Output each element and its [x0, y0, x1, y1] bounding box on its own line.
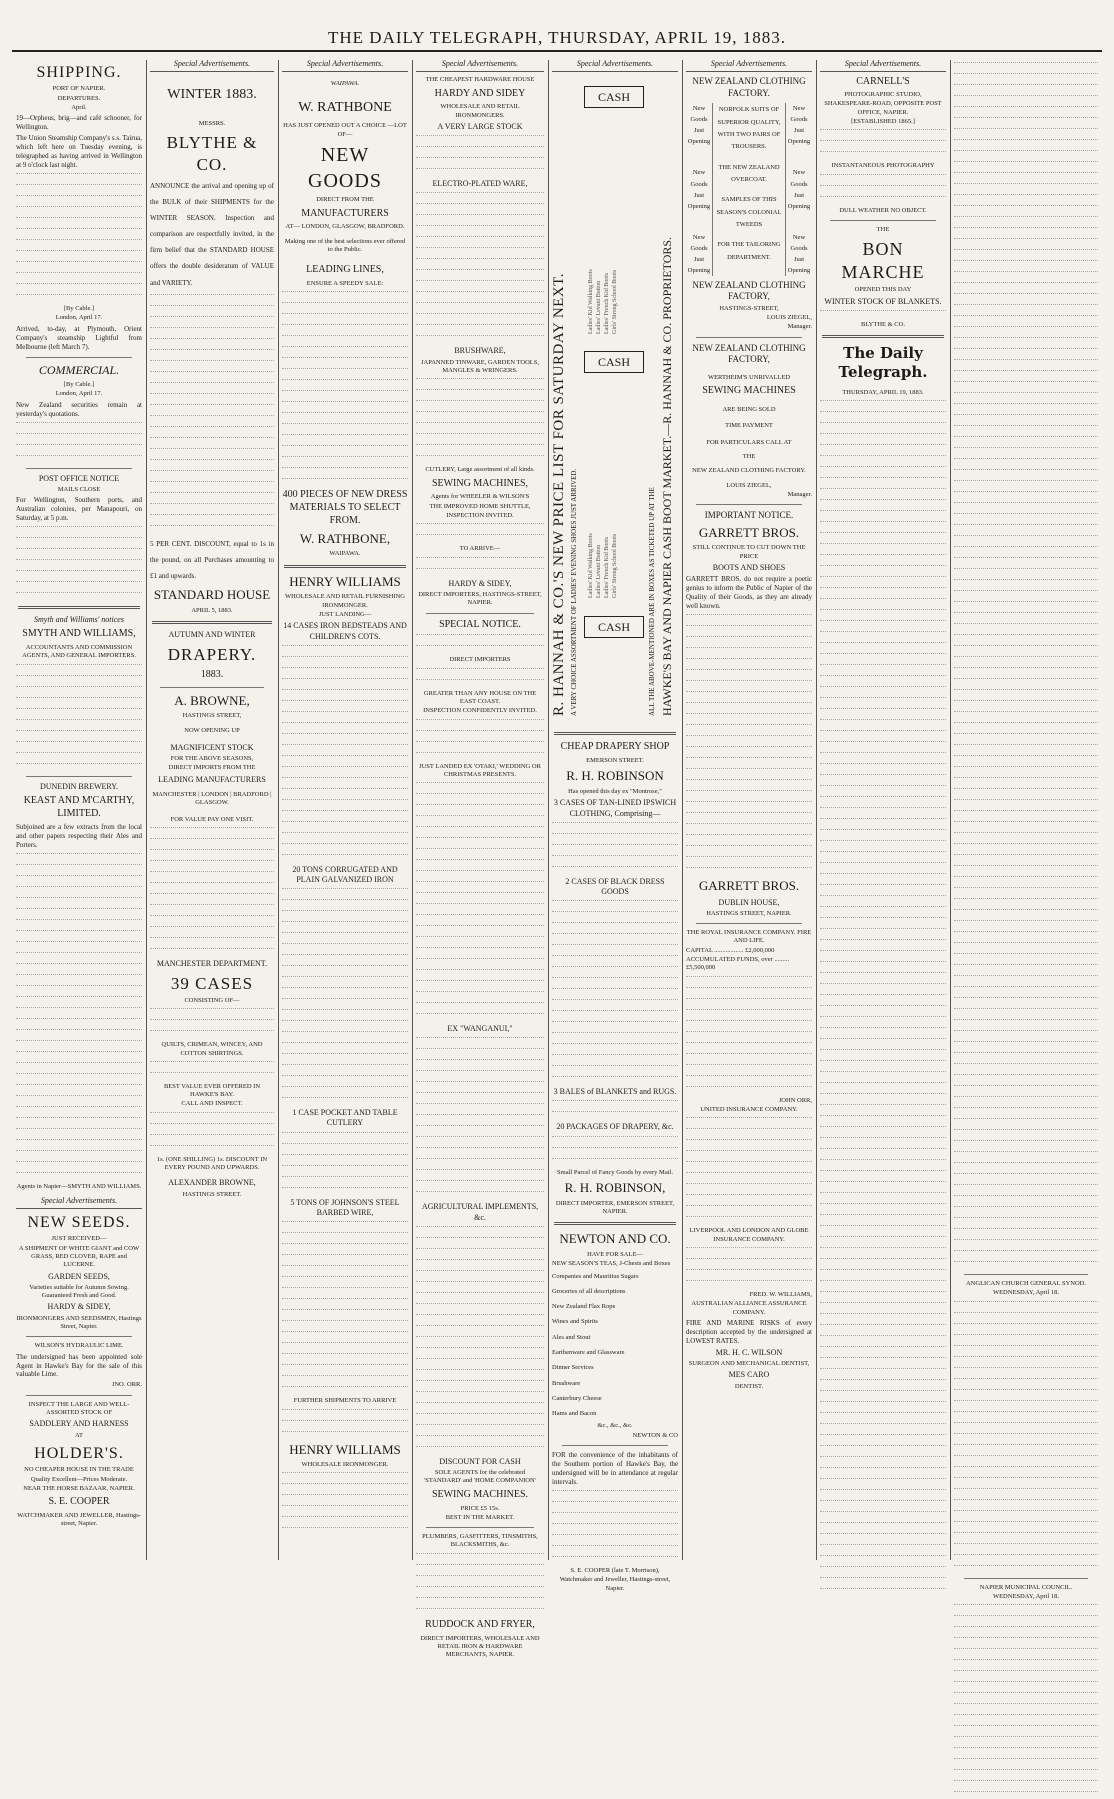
ensure-line: ENSURE A SPEEDY SALE:	[306, 280, 384, 288]
inspection-line: INSPECTION INVITED.	[446, 512, 514, 520]
blythe-text: ANNOUNCE the arrival and opening up of the BULK of their SHIPMENTS for the WINTER SEASON. Inspection and comparison are respectfully invited, in the firm belief that the STANDARD HOUSE offers the double desideratum of VALUE and VARIETY.	[150, 181, 274, 287]
side-labels: New Goods Just Opening New Goods Just Opening New Goods Just Opening	[787, 105, 811, 274]
body-text-block	[686, 976, 812, 1094]
body-text-block	[416, 1226, 544, 1454]
manager-line: Manager.	[787, 323, 812, 331]
body-text-block	[552, 822, 678, 874]
discount-cash: DISCOUNT FOR CASH	[439, 1456, 521, 1466]
ruddock-heading: RUDDOCK AND FRYER,	[425, 1618, 535, 1630]
news-text	[954, 1301, 1098, 1573]
shipping-entry: 19—Orpheus, brig—and café schooner, for Wellington.	[16, 114, 142, 132]
wilson-subtitle: SURGEON AND MECHANICAL DENTIST,	[688, 1359, 810, 1367]
body-text-block	[16, 526, 142, 600]
dress-line: 2 CASES OF BLACK DRESS GOODS	[565, 876, 665, 896]
blythe-heading: BLYTHE & CO.	[166, 133, 258, 175]
commercial-heading: COMMERCIAL.	[38, 362, 120, 377]
news-text	[954, 62, 1098, 1269]
electro-heading: ELECTRO-PLATED WARE,	[432, 179, 528, 189]
column-news	[950, 56, 1102, 1600]
newton-item: Canterbury Cheese	[552, 1394, 602, 1402]
body-text-block	[552, 1100, 678, 1119]
wilson-signature: JNO. ORR.	[111, 1381, 142, 1389]
cable-label: [By Cable.]	[63, 305, 95, 313]
special-ads-header: Special Advertisements.	[16, 1196, 142, 1209]
cities-line: MANCHESTER | LONDON | BRADFORD | GLASGOW.	[152, 790, 272, 807]
body-text-block	[282, 1132, 408, 1195]
newton-item: New Zealand Flax Rope	[552, 1303, 616, 1311]
teas-line: NEW SEASON'S TEAS, J-Chests and Boxes	[552, 1260, 671, 1268]
price-line: PRICE £5 15s.	[460, 1504, 500, 1512]
port-heading: PORT OF NAPIER.	[52, 85, 106, 93]
body-text-block	[150, 827, 274, 956]
body-text-block	[416, 782, 544, 1021]
body-text-block	[416, 668, 544, 687]
cable-text: New Zealand securities remain at yesterday's quotations.	[16, 400, 142, 418]
agricultural-line: AGRICULTURAL IMPLEMENTS, &c.	[421, 1202, 539, 1222]
body-text-block	[16, 853, 142, 1180]
etc-line: &c., &c., &c.	[597, 1422, 633, 1430]
newton-item: Dinner Services	[552, 1364, 594, 1372]
drapery-heading: DRAPERY.	[167, 645, 257, 665]
browne2-street: HASTINGS STREET.	[182, 1190, 242, 1198]
column-clothing-insurance	[682, 56, 816, 1562]
winter-stock: WINTER STOCK OF BLANKETS.	[824, 296, 942, 306]
messrs-line: MESSRS.	[198, 120, 226, 128]
council-date: WEDNESDAY, April 18.	[992, 1592, 1060, 1600]
price-line: Ladies' French Kid Boots	[604, 272, 610, 335]
newton2-signature: NEWTON & CO	[632, 1431, 678, 1439]
holders-heading: HOLDER'S.	[34, 1444, 124, 1462]
cooper-subtitle: Watchmaker and Jeweller, Hastings-street, Napier.	[559, 1576, 671, 1592]
cut-line: STILL CONTINUE TO CUT DOWN THE PRICE	[692, 544, 806, 560]
emerson-line: EMERSON STREET.	[586, 757, 644, 765]
the-line: THE	[742, 452, 756, 460]
carnell-heading: CARNELL'S	[856, 76, 910, 88]
smyth-subtitle: ACCOUNTANTS AND COMMISSION AGENTS, AND GENERAL IMPORTERS.	[22, 643, 136, 660]
newton-item: Groceries of all descriptions	[552, 1287, 626, 1295]
paper-title: The Daily Telegraph.	[838, 344, 928, 382]
nz-clothing2: NEW ZEALAND CLOTHING FACTORY,	[692, 279, 806, 302]
keast-text: Subjoined are a few extracts from the local and other papers respecting their Ales and Porters.	[16, 823, 142, 850]
cities-line: AT— LONDON, GLASGOW, BRADFORD.	[285, 223, 405, 231]
column-hannah-robinson	[548, 56, 682, 1592]
rathbone-heading: W. RATHBONE	[298, 99, 392, 115]
saddlery-heading: SADDLERY AND HARNESS	[29, 1419, 129, 1429]
body-text-block	[552, 1136, 678, 1166]
body-text-block	[416, 192, 544, 343]
body-text-block	[16, 173, 142, 302]
dublin-heading: DUBLIN HOUSE,	[718, 897, 780, 907]
cooper-heading: S. E. COOPER	[48, 1496, 110, 1508]
newton-item: Wines and Spirits	[552, 1318, 598, 1326]
body-text-block	[552, 900, 678, 1084]
overcoat-line: THE NEW ZEALAND OVERCOAT.	[718, 163, 780, 183]
inspect-line: INSPECT THE LARGE AND WELL-ASSORTED STOCK OF	[28, 1400, 130, 1417]
instantaneous-line: INSTANTANEOUS PHOTOGRAPHY	[831, 162, 935, 170]
established-line: [ESTABLISHED 1865.]	[851, 117, 915, 125]
cable-place: London, April 17.	[55, 390, 103, 398]
samples-line: SAMPLES OF THIS SEASON'S COLONIAL TWEEDS	[716, 196, 782, 229]
greater-line: GREATER THAN ANY HOUSE ON THE EAST COAST.	[423, 689, 537, 705]
just-landing: JUST LANDING—	[318, 611, 372, 618]
column-shipping	[12, 56, 146, 1562]
seeds-text: A SHIPMENT OF WHITE GIANT and COW GRASS, RED CLOVER, RAPE and LUCERNE.	[18, 1244, 140, 1269]
column-rathbone-williams	[278, 56, 412, 1562]
mails-close-heading: MAILS CLOSE	[57, 485, 101, 493]
newton-item: Hams and Bacon	[552, 1410, 597, 1418]
importers-line: DIRECT IMPORTERS	[449, 656, 511, 664]
hannah-vertical-note: ALL THE ABOVE-MENTIONED ARE IN BOXES AS TICKETED UP AT THE	[648, 487, 656, 717]
being-sold: ARE BEING SOLD	[722, 405, 776, 413]
wanganui-line: EX "WANGANUI,"	[447, 1024, 513, 1034]
for-seasons: FOR THE ABOVE SEASONS,	[170, 755, 254, 763]
price-line: Ladies' French Kid Boots	[604, 536, 610, 599]
royal-heading: THE ROYAL INSURANCE COMPANY. FIRE AND LIFE.	[686, 929, 812, 945]
carnell-address: SHAKESPEARE-ROAD, OPPOSITE POST OFFICE, NAPIER.	[824, 100, 942, 116]
plumbers-line: PLUMBERS, GASFITTERS, TINSMITHS, BLACKSMITHS, &c.	[422, 1533, 538, 1549]
hardy-subtitle: WHOLESALE AND RETAIL IRONMONGERS.	[440, 103, 520, 119]
special-notice: SPECIAL NOTICE.	[439, 618, 521, 630]
consisting-line: CONSISTING OF—	[184, 996, 240, 1004]
liverpool-heading: LIVERPOOL AND LONDON AND GLOBE INSURANCE COMPANY.	[689, 1227, 809, 1243]
shipping-entry: The Union Steamship Company's s.s. Tairua, which left here on Tuesday evening, is telegraphed as having arrived in Wellington at 9 o'clock last night.	[16, 134, 142, 170]
body-text-block	[16, 664, 142, 771]
hannah-advert	[548, 76, 682, 726]
garrett2-heading: GARRETT BROS.	[698, 877, 800, 893]
manager2-line: Manager.	[787, 490, 812, 498]
newton-item: Ales and Stout	[552, 1333, 591, 1341]
garrett-text: GARRETT BROS. do not require a poetic genius to inform the Public of Napier of the Quality of their Goods, as they are already well known.	[686, 575, 812, 610]
manufacturers-heading: MANUFACTURERS	[301, 207, 389, 219]
hastings-line: HASTINGS-STREET,	[719, 304, 779, 312]
winter-heading: WINTER 1883.	[167, 87, 257, 103]
column-hardware	[412, 56, 548, 1659]
wilson-heading: MR. H. C. WILSON	[715, 1347, 783, 1357]
stock-heading: A VERY LARGE STOCK	[437, 121, 523, 131]
masthead-rule	[12, 50, 1102, 52]
sole-agents: SOLE AGENTS for the celebrated 'STANDARD' and 'HOME COMPANION'	[424, 1469, 536, 1485]
newton-item: Brushware	[552, 1379, 581, 1387]
dress-materials: 400 PIECES OF NEW DRESS MATERIALS TO SELECT FROM.	[282, 489, 408, 527]
departures-heading: DEPARTURES.	[57, 94, 101, 102]
body-text-block	[686, 1247, 812, 1288]
body-text-block	[416, 378, 544, 463]
cases-heading: 39 CASES	[170, 974, 254, 994]
caro-heading: MES CARO	[728, 1370, 770, 1380]
body-text-block	[150, 1008, 274, 1038]
body-text-block	[282, 888, 408, 1105]
cheapest-heading: THE CHEAPEST HARDWARE HOUSE	[425, 76, 535, 84]
small-parcel: Small Parcel of Fancy Goods by every Mail.	[557, 1168, 673, 1176]
dublin-subtitle: HASTINGS STREET, NAPIER.	[706, 909, 792, 917]
month-label: April.	[71, 104, 87, 112]
body-text-block	[686, 614, 812, 875]
waipawa2-line: WAIPAWA.	[329, 550, 361, 558]
wertheim-line: WERTHEIM'S UNRIVALLED	[707, 373, 791, 381]
body-text-block	[282, 645, 408, 862]
special-ads-header: Special Advertisements.	[282, 59, 408, 72]
smyth-title: SMYTH AND WILLIAMS,	[22, 628, 136, 640]
body-text-block	[416, 557, 544, 576]
opened-line: OPENED THIS DAY	[854, 286, 912, 294]
confidently-line: INSPECTION CONFIDENTLY INVITED.	[423, 707, 537, 715]
new-seeds-heading: NEW SEEDS.	[27, 1213, 131, 1231]
bales-line: 3 BALES of BLANKETS and RUGS.	[553, 1087, 677, 1097]
henry-heading: HENRY WILLIAMS	[289, 573, 401, 589]
twill-line: 3 CASES OF TAN-LINED IPSWICH CLOTHING, Comprising—	[553, 798, 677, 818]
quality-line: Quality Excellent—Prices Moderate.	[30, 1475, 128, 1483]
ziegel-line: LOUIS ZIEGEL,	[766, 314, 812, 322]
hardy-heading: HARDY AND SIDEY	[434, 87, 526, 99]
cooper-subtitle: WATCHMAKER AND JEWELLER, Hastings-street, Napier.	[17, 1512, 141, 1528]
waipawa-line: WAIPAWA.	[330, 80, 360, 88]
magnificent-stock: MAGNIFICENT STOCK	[170, 742, 254, 752]
henry-subtitle: WHOLESALE AND RETAIL FURNISHING IRONMONGER.	[284, 593, 406, 609]
hannah-vertical-subtitle: A VERY CHOICE ASSORTMENT OF LADIES' EVENING SHOES JUST ARRIVED.	[570, 469, 578, 717]
browne2-heading: ALEXANDER BROWNE,	[168, 1178, 256, 1188]
masthead	[0, 0, 1114, 56]
special-ads-header: Special Advertisements.	[552, 59, 678, 72]
to-arrive: TO ARRIVE—	[459, 545, 501, 553]
boots-line: BOOTS AND SHOES	[712, 562, 786, 572]
tons-line: 20 TONS CORRUGATED AND PLAIN GALVANIZED IRON	[292, 864, 398, 885]
orr-line: JOHN ORR,	[778, 1096, 812, 1104]
body-text-block	[416, 719, 544, 760]
leading-manufacturers: LEADING MANUFACTURERS	[158, 774, 266, 784]
council-heading: NAPIER MUNICIPAL COUNCIL.	[979, 1583, 1073, 1591]
new-goods-heading: NEW GOODS	[308, 144, 382, 192]
call-inspect: CALL AND INSPECT.	[181, 1100, 243, 1108]
body-text-block	[282, 291, 408, 486]
particulars-line: FOR PARTICULARS CALL AT	[706, 438, 792, 446]
body-text-block	[416, 135, 544, 176]
body-text-block	[416, 1037, 544, 1199]
cooper-heading: S. E. COOPER (late T. Morrison),	[570, 1566, 660, 1574]
garrett-heading: GARRETT BROS.	[698, 524, 800, 540]
year-heading: 1883.	[200, 668, 224, 680]
body-text-block	[416, 634, 544, 653]
leading-lines: LEADING LINES,	[306, 264, 384, 276]
rathbone-subtitle: HAS JUST OPENED OUT A CHOICE —LOT OF—	[283, 122, 407, 138]
value-line: FOR VALUE PAY ONE VISIT.	[170, 815, 254, 823]
price-line: Girls' Strong School Boots	[612, 269, 618, 335]
special-ads-header: Special Advertisements.	[416, 59, 544, 72]
body-text-block	[820, 174, 946, 204]
price-line: Ladies' Kid Walking Boots	[588, 269, 594, 335]
wilson-heading: WILSON'S HYDRAULIC LIME.	[34, 1342, 124, 1350]
best-value: BEST VALUE EVER OFFERED IN HAWKE'S BAY.	[163, 1082, 261, 1099]
cable-label: [By Cable.]	[63, 380, 95, 388]
bon-marche-heading: BON MARCHE	[841, 239, 925, 283]
newton-item: Companies and Mauritius Sugars	[552, 1272, 639, 1280]
direct-imports: DIRECT IMPORTS FROM THE	[168, 764, 256, 772]
manchester-department: MANCHESTER DEPARTMENT.	[156, 958, 268, 968]
hardy-sidey: HARDY & SIDEY,	[47, 1302, 111, 1312]
capital-line: CAPITAL .................. £2,000,000	[686, 946, 775, 954]
body-text-block	[820, 129, 946, 159]
special-ads-header: Special Advertisements.	[820, 59, 946, 72]
column-editorial	[816, 56, 950, 1562]
body-text-block	[416, 523, 544, 542]
just-received: JUST RECEIVED—	[51, 1235, 107, 1243]
price-line: Ladies' Levant Button	[596, 545, 602, 599]
body-text-block	[150, 1061, 274, 1080]
wilson-text: The undersigned has been appointed sole Agent in Hawke's Bay for the sale of this valuable Lime.	[16, 1352, 142, 1379]
tailoring-line: FOR THE TAILORING DEPARTMENT.	[717, 241, 781, 261]
best-line: BEST IN THE MARKET.	[445, 1513, 515, 1521]
hardy2-heading: HARDY & SIDEY,	[448, 578, 512, 588]
discount-line: 1s. (ONE SHILLING) 1s. DISCOUNT IN EVERY POUND AND UPWARDS.	[156, 1155, 268, 1172]
cash-box: CASH	[584, 616, 644, 638]
barbed-wire: 5 TONS OF JOHNSON'S STEEL BARBED WIRE,	[290, 1197, 400, 1217]
cases-line: 14 CASES IRON BEDSTEADS AND CHILDREN'S COTS.	[283, 621, 407, 641]
robinson-heading: R. H. ROBINSON	[566, 768, 664, 784]
clothing-box-center	[712, 103, 786, 276]
sewing-line: SEWING MACHINES	[702, 385, 796, 397]
robinson2-subtitle: DIRECT IMPORTER, EMERSON STREET, NAPIER.	[555, 1199, 675, 1215]
news-text	[954, 1604, 1098, 1799]
no-cheaper: NO CHEAPER HOUSE IN THE TRADE	[24, 1466, 134, 1474]
henry2-subtitle: WHOLESALE IRONMONGER.	[301, 1461, 389, 1469]
carnell-subtitle: PHOTOGRAPHIC STUDIO,	[844, 91, 922, 99]
body-text-block	[686, 1117, 812, 1224]
discount-text: 5 PER CENT. DISCOUNT, equal to 1s in the pound, on all Purchases amounting to £1 and upwards.	[150, 539, 274, 580]
anglican-heading: ANGLICAN CHURCH GENERAL SYNOD.	[965, 1280, 1086, 1287]
seeds-guarantee: Varieties suitable for Autumn Sowing. Guaranteed Fresh and Good.	[29, 1283, 129, 1300]
now-opening: NOW OPENING UP	[184, 726, 240, 734]
packages-line: 20 PACKAGES OF DRAPERY, &c.	[556, 1122, 674, 1132]
cheap-drapery: CHEAP DRAPERY SHOP	[560, 741, 670, 753]
body-text-block	[552, 1490, 678, 1564]
body-text-block	[150, 1112, 274, 1153]
cable-text: Arrived, to-day, at Plymouth, Orient Company's steamship Lightful from Melbourne (left March 7).	[16, 324, 142, 351]
dull-weather: DULL WEATHER NO OBJECT.	[839, 206, 927, 214]
rathbone2-heading: W. RATHBONE,	[299, 530, 391, 546]
standard-house: STANDARD HOUSE	[153, 586, 271, 602]
special-ads-header: Special Advertisements.	[150, 59, 274, 72]
hardy-subtitle: IRONMONGERS AND SEEDSMEN, Hastings Street, Napier.	[16, 1314, 142, 1330]
just-landed: JUST LANDED EX 'OTAKI,' WEDDING OR CHRISTMAS PRESENTS.	[419, 762, 541, 778]
robinson-text: Has opened this day ex "Montrose,"	[568, 787, 662, 795]
browne-street: HASTINGS STREET,	[182, 712, 242, 720]
norfolk-line: NORFOLK SUITS OF SUPERIOR QUALITY, WITH TWO PAIRS OF TROUSERS.	[717, 106, 781, 151]
body-text-block	[416, 1553, 544, 1616]
price-line: Ladies' Levant Button	[596, 281, 602, 335]
autumn-heading: AUTUMN AND WINTER	[168, 629, 256, 639]
watch-text: FOR the convenience of the inhabitants of the Southern portion of Hawke's Bay, the undersigned will be in attendance at regular intervals.	[552, 1451, 678, 1486]
dunedin-heading: DUNEDIN BREWERY.	[39, 781, 119, 791]
united-heading: UNITED INSURANCE COMPANY.	[700, 1105, 798, 1113]
paper-date: THURSDAY, APRIL 19, 1883.	[842, 388, 924, 396]
brushware-heading: BRUSHWARE,	[454, 346, 506, 356]
robinson2-heading: R. H. ROBINSON,	[564, 1180, 666, 1195]
shipping-heading: SHIPPING.	[36, 64, 122, 81]
nz-clothing-heading: NEW ZEALAND CLOTHING FACTORY.	[692, 76, 806, 98]
factory-line: NEW ZEALAND CLOTHING FACTORY.	[692, 467, 806, 475]
selection-line: Making one of the best selections ever offered to the Public.	[284, 237, 406, 253]
cutlery-line: CUTLERY, Large assortment of all kinds.	[425, 466, 535, 474]
agents-footer: Agents in Napier—SMYTH AND WILLIAMS.	[16, 1183, 142, 1191]
hannah-vertical-footer: HAWKE'S BAY AND NAPIER CASH BOOT MARKET.—R. HANNAH & CO. PROPRIETORS.	[660, 237, 674, 717]
newton-item: Earthenware and Glassware	[552, 1348, 625, 1356]
sewing-heading: SEWING MACHINES,	[431, 477, 529, 489]
garden-seeds: GARDEN SEEDS,	[48, 1271, 110, 1281]
australian-heading: AUSTRALIAN ALLIANCE ASSURANCE COMPANY.	[691, 1300, 807, 1316]
have-sale: HAVE FOR SALE—	[587, 1250, 643, 1258]
the-line: THE	[876, 225, 890, 233]
at-line: AT	[75, 1431, 83, 1439]
body-text-block	[282, 1472, 408, 1535]
time-payment: TIME PAYMENT	[725, 422, 773, 430]
price-line: Ladies' Kid Walking Boots	[588, 533, 594, 599]
pocket-cutlery: 1 CASE POCKET AND TABLE CUTLERY	[292, 1108, 398, 1128]
body-text-block	[282, 1409, 408, 1439]
japanned-line: JAPANNED TINWARE, GARDEN TOOLS, MANGLES & WRINGERS.	[420, 358, 540, 374]
fire-marine: FIRE AND MARINE RISKS of every description accepted by the undersigned at LOWEST RATES.	[686, 1318, 812, 1345]
agents-line: Agents for WHEELER & WILSON'S	[430, 493, 530, 501]
body-text-block	[820, 310, 946, 318]
further-line: FURTHER SHIPMENTS TO ARRIVE	[293, 1397, 397, 1405]
special-ads-header: Special Advertisements.	[686, 59, 812, 72]
blythe-line: BLYTHE & CO.	[861, 320, 905, 328]
column-blythe-browne	[146, 56, 278, 1562]
anglican-date: WEDNESDAY, April 18.	[992, 1289, 1060, 1297]
browne-heading: A. BROWNE,	[174, 692, 250, 708]
newton-heading: NEWTON AND CO.	[559, 1231, 671, 1247]
funds-line: ACCUMULATED FUNDS, over ......... £5,500,000	[686, 956, 790, 972]
improved-line: THE IMPROVED HOME SHUTTLE,	[429, 502, 531, 510]
body-text-block	[150, 294, 274, 533]
side-labels: New Goods Just Opening New Goods Just Opening New Goods Just Opening	[687, 105, 711, 274]
editorial-text	[820, 400, 946, 1596]
ruddock-subtitle: DIRECT IMPORTERS, WHOLESALE AND RETAIL IRON & HARDWARE MERCHANTS, NAPIER.	[420, 1634, 540, 1659]
near-line: NEAR THE HORSE BAZAAR, NAPIER.	[23, 1484, 135, 1492]
quilts-line: QUILTS, CRIMEAN, WINCEY, AND COTTON SHIRTINGS.	[161, 1041, 263, 1057]
williams-line: FRED. W. WILLIAMS,	[749, 1290, 812, 1298]
cable-place: London, April 17.	[55, 314, 103, 322]
standard-date: APRIL 5, 1883.	[191, 606, 233, 614]
clothing-box	[686, 103, 812, 276]
keast-title: KEAST AND M'CARTHY, LIMITED.	[23, 794, 135, 819]
smyth-header: Smyth and Williams' notices	[34, 614, 124, 624]
post-office-heading: POST OFFICE NOTICE	[38, 473, 120, 483]
masthead-title: THE DAILY TELEGRAPH, THURSDAY, APRIL 19, 1883.	[328, 28, 786, 47]
body-text-block	[282, 1221, 408, 1394]
henry2-heading: HENRY WILLIAMS	[289, 1441, 401, 1457]
mails-text: For Wellington, Southern ports, and Australian colonies, per Manapouri, on Saturday, at 5 p.m.	[16, 496, 142, 522]
cash-box: CASH	[584, 351, 644, 373]
ziegel2-line: LOUIS ZIEGEL,	[726, 481, 772, 489]
caro-subtitle: DENTIST.	[734, 1382, 764, 1390]
cash-box: CASH	[584, 86, 644, 108]
hardy2-subtitle: DIRECT IMPORTERS, HASTINGS-STREET, NAPIER.	[418, 590, 542, 607]
sewing2-heading: SEWING MACHINES.	[431, 1488, 529, 1500]
nz-clothing3: NEW ZEALAND CLOTHING FACTORY,	[692, 342, 806, 365]
direct-from: DIRECT FROM THE	[316, 196, 374, 204]
price-line: Girls' Strong School Boots	[612, 533, 618, 599]
body-text-block	[16, 422, 142, 463]
hannah-vertical-title: R. HANNAH & CO.'S NEW PRICE LIST FOR SATURDAY NEXT.	[551, 273, 567, 717]
important-notice: IMPORTANT NOTICE.	[704, 510, 794, 521]
